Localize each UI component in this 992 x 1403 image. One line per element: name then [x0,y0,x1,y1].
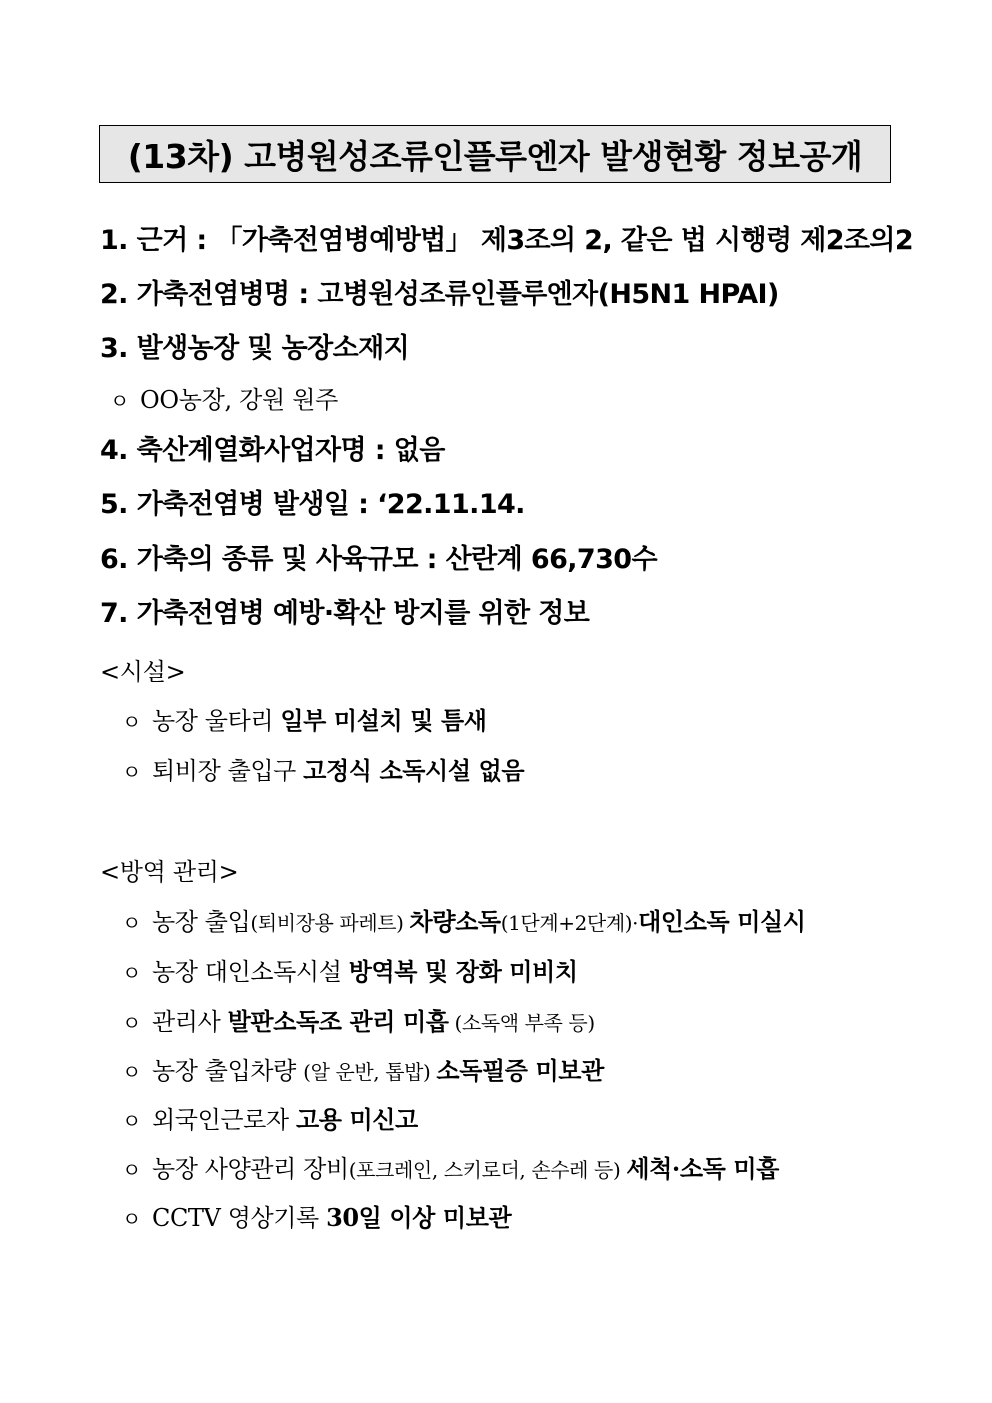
quarantine-item [122,1002,595,1037]
bullet-icon: ㅇ [122,911,141,935]
heading-prevention-info: 7. 가축전염병 예방·확산 방지를 위한 정보 [100,598,590,629]
item-emphasis: 고정식 소독시설 없음 [303,756,525,785]
bullet-icon: ㅇ [122,1109,141,1133]
quarantine-item [122,1198,511,1233]
heading-farm-location: 3. 발생농장 및 농장소재지 [100,333,410,364]
item-text: 농장 울타리 [152,707,281,735]
item-emphasis: 일부 미설치 및 틈새 [280,706,487,735]
bullet-icon: ㅇ [122,760,141,784]
farm-location-text: OO농장, 강원 원주 [140,386,339,414]
quarantine-item [122,1100,418,1135]
title-box [99,125,891,183]
item-note: (알 운반, 톱밥) [303,1060,437,1084]
bullet-icon: ㅇ [122,710,141,734]
quarantine-item [122,1051,604,1086]
item-note: (퇴비장용 파레트) [250,911,410,935]
item-emphasis: 고용 미신고 [295,1105,418,1134]
quarantine-item [122,952,578,987]
item-emphasis: 발판소독조 관리 미흡 [227,1007,449,1036]
item-emphasis: 대인소독 미실시 [638,907,806,936]
item-text: 농장 출입 [152,908,251,936]
item-text: 퇴비장 출입구 [152,757,304,785]
heading-integrator: 4. 축산계열화사업자명 : 없음 [100,435,445,466]
item-emphasis: 소독필증 미보관 [436,1056,604,1085]
item-emphasis: 30일 이상 미보관 [326,1203,512,1232]
page-title: (13차) 고병원성조류인플루엔자 발생현황 정보공개 [127,136,863,176]
item-note: (소독액 부족 등) [448,1011,595,1035]
facility-item [122,751,524,786]
heading-livestock-scale: 6. 가축의 종류 및 사육규모 : 산란계 66,730수 [100,544,657,575]
heading-basis: 1. 근거 : 「가축전염병예방법」 제3조의 2, 같은 법 시행령 제2조의2 [100,225,914,256]
section-facility-header: <시설> [100,658,186,686]
bullet-icon: ㅇ [122,1011,141,1035]
section-quarantine-header: <방역 관리> [100,858,239,886]
item-text: 농장 대인소독시설 [152,958,349,986]
item-emphasis: 차량소독 [409,907,501,936]
facility-item [122,701,487,736]
item-note: (포크레인, 스키로더, 손수레 등) [348,1158,627,1182]
farm-location-item [110,380,338,415]
bullet-icon: ㅇ [122,1158,141,1182]
item-emphasis: 방역복 및 장화 미비치 [348,957,578,986]
bullet-icon: ㅇ [122,1060,141,1084]
bullet-icon: ㅇ [122,1207,141,1231]
item-note: (1단계+2단계)· [500,911,639,935]
heading-outbreak-date: 5. 가축전염병 발생일 : ‘22.11.14. [100,489,525,520]
item-text: 농장 사양관리 장비 [152,1155,349,1183]
quarantine-item [122,902,806,937]
item-emphasis: 세척·소독 미흡 [626,1154,779,1183]
item-text: 외국인근로자 [152,1106,296,1134]
item-text: 농장 출입차량 [152,1057,304,1085]
heading-disease-name: 2. 가축전염병명 : 고병원성조류인플루엔자(H5N1 HPAI) [100,279,779,310]
bullet-icon: ㅇ [122,961,141,985]
quarantine-item [122,1149,779,1184]
item-text: CCTV 영상기록 [152,1204,327,1232]
item-text: 관리사 [152,1008,228,1036]
bullet-icon: ㅇ [110,389,130,413]
